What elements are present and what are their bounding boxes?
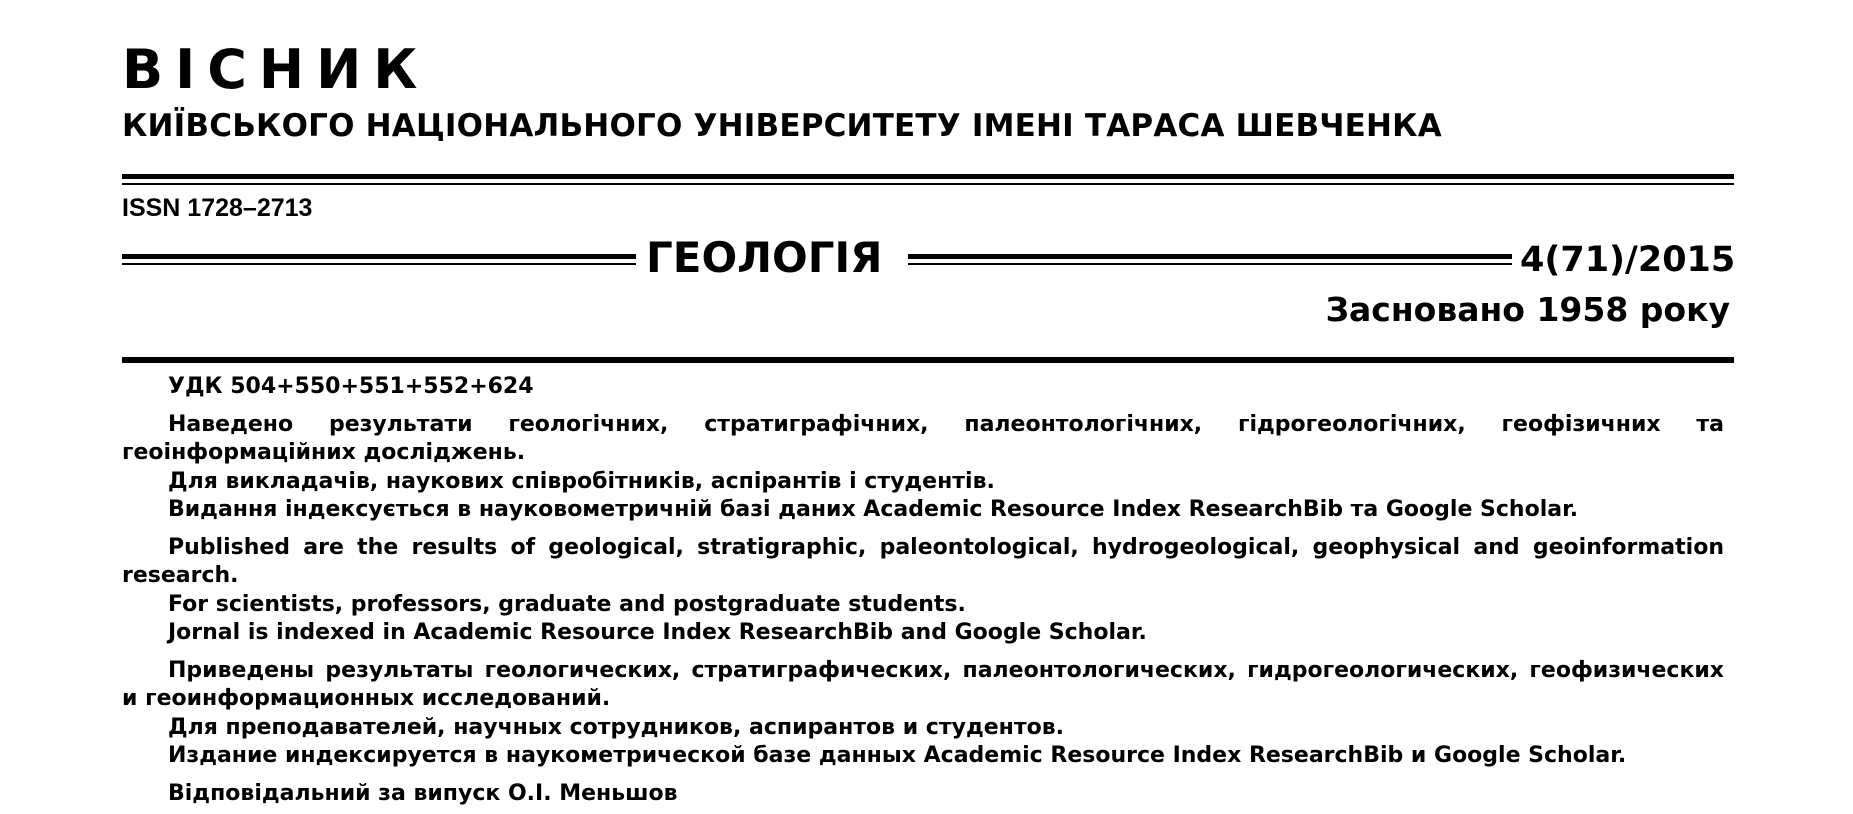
abstract-paragraph: Издание индексируется в наукометрической базе данных Academic Resource Index ResearchBib и Google Scholar. bbox=[168, 743, 1627, 768]
founded-year: Засновано 1958 року bbox=[1325, 290, 1730, 329]
abstract-paragraph: Published are the results of geological, stratigraphic, paleontological, hydrogeological, geophysical and geoinformation research. bbox=[122, 534, 1724, 588]
series-title: ГЕОЛОГІЯ bbox=[646, 233, 883, 282]
issn-label: ISSN 1728–2713 bbox=[122, 194, 313, 222]
abstract-content bbox=[122, 373, 1724, 808]
issue-number: 4(71)/2015 bbox=[1520, 240, 1736, 280]
abstract-paragraph: For scientists, professors, graduate and postgraduate students. bbox=[168, 591, 966, 617]
university-name: КИЇВСЬКОГО НАЦІОНАЛЬНОГО УНІВЕРСИТЕТУ ІМЕНІ ТАРАСА ШЕВЧЕНКА bbox=[122, 108, 1442, 144]
abstract-paragraph: Jornal is indexed in Academic Resource Index ResearchBib and Google Scholar. bbox=[168, 620, 1147, 645]
abstract-paragraph: Для преподавателей, научных сотрудников, аспирантов и студентов. bbox=[168, 714, 1064, 740]
series-rule-left bbox=[122, 254, 636, 265]
abstract-russian bbox=[122, 657, 1724, 771]
responsible-editor-block bbox=[122, 780, 1724, 809]
abstract-english bbox=[122, 534, 1724, 648]
series-rule-right bbox=[908, 254, 1512, 265]
responsible-editor: Відповідальний за випуск О.І. Меньшов bbox=[168, 780, 678, 806]
abstract-ukrainian bbox=[122, 411, 1724, 525]
journal-masthead: ВІСНИК bbox=[122, 38, 430, 101]
abstract-paragraph: Приведены результаты геологических, стратиграфических, палеонтологических, гидрогеологических, геофизических и геоинформационных исследований. bbox=[122, 657, 1724, 711]
section-divider bbox=[122, 357, 1734, 363]
abstract-paragraph: Видання індексується в науковометричній базі даних Academic Resource Index ResearchBib та Google Scholar. bbox=[168, 497, 1579, 522]
udk-code: УДК 504+550+551+552+624 bbox=[168, 374, 534, 399]
abstract-paragraph: Наведено результати геологічних, стратиграфічних, палеонтологічних, гідрогеологічних, геофізичних та геоінформаційних досліджень. bbox=[122, 411, 1724, 465]
header-double-rule bbox=[122, 174, 1734, 185]
abstract-paragraph: Для викладачів, наукових співробітників, аспірантів і студентів. bbox=[168, 468, 995, 494]
